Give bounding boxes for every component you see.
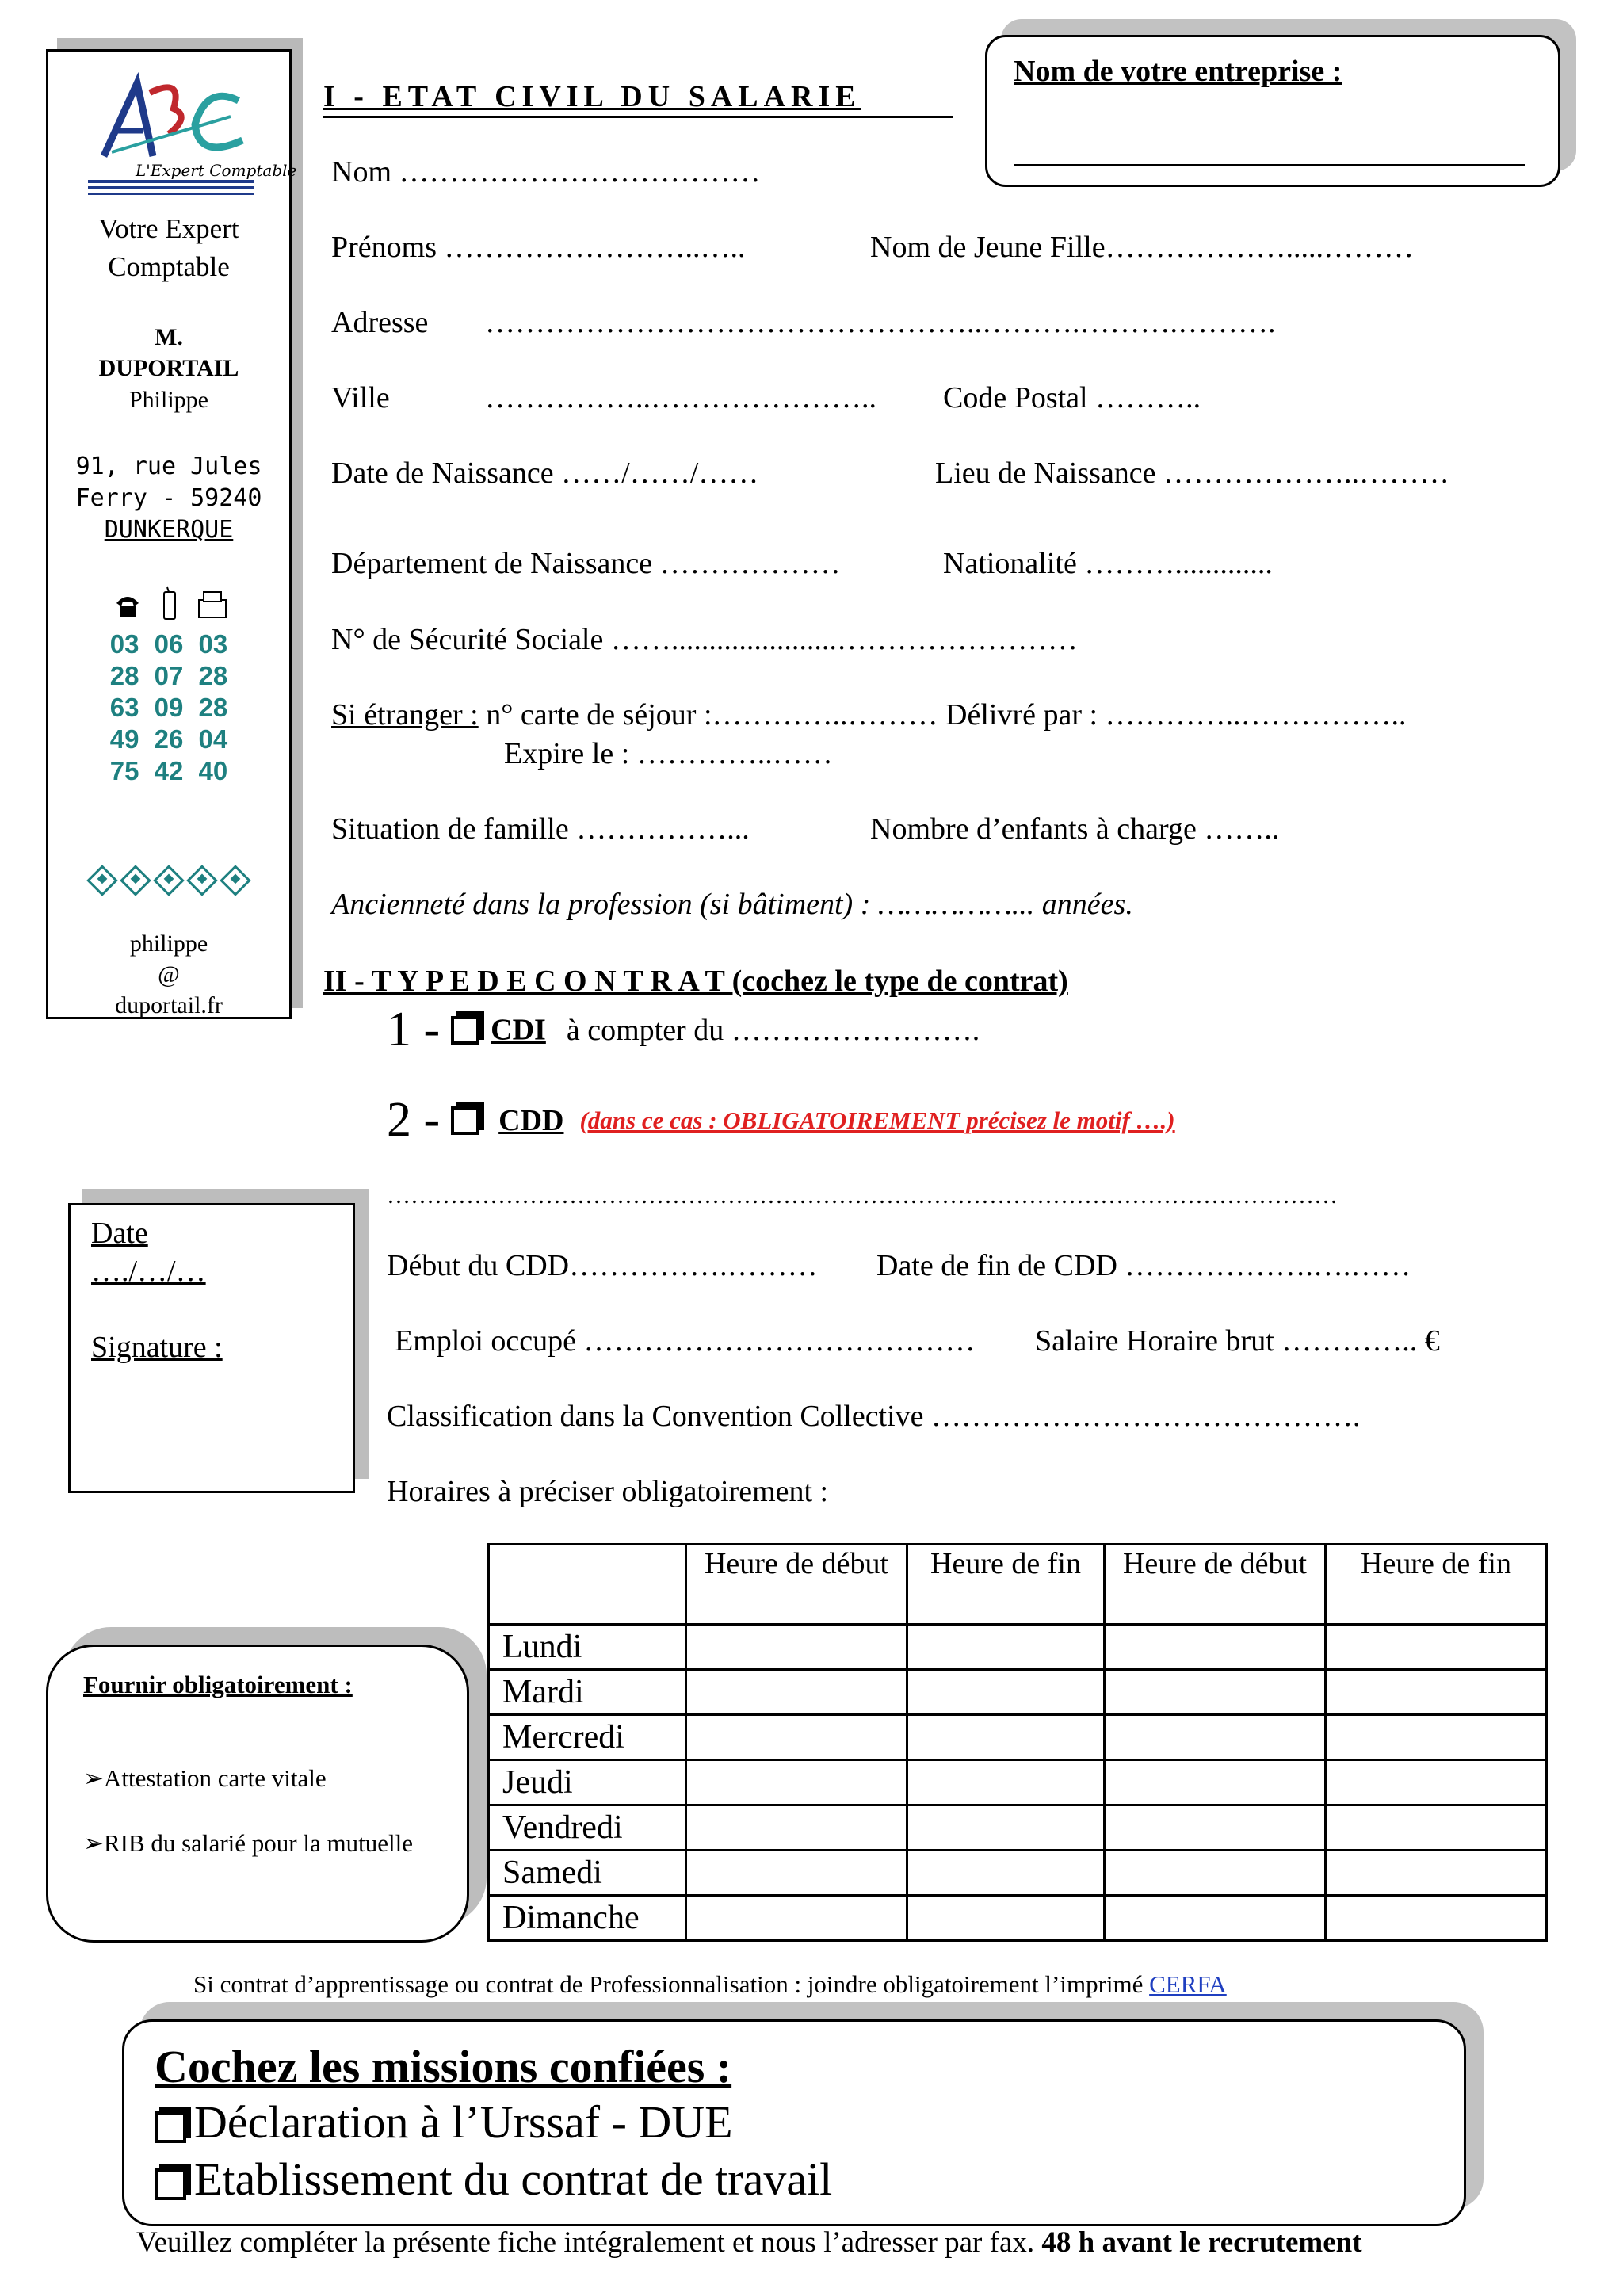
schedule-cell[interactable] — [1105, 1760, 1326, 1805]
document-item-label: RIB du salarié pour la mutuelle — [103, 1829, 413, 1857]
schedule-cell[interactable] — [1105, 1896, 1326, 1941]
signature-field[interactable] — [91, 1372, 329, 1475]
company-name-field[interactable] — [1014, 164, 1525, 166]
address-city: DUNKERQUE — [104, 516, 234, 544]
diamond-icon — [186, 865, 218, 896]
schedule-cell[interactable] — [1105, 1625, 1326, 1670]
classification-field[interactable]: Classification dans la Convention Collective ……………………………………. — [387, 1400, 1361, 1433]
schedule-cell[interactable] — [907, 1715, 1105, 1760]
adresse-label: Adresse — [331, 306, 429, 339]
svg-text:L'Expert Comptable: L'Expert Comptable — [136, 161, 297, 180]
departement-field[interactable]: Département de Naissance ……………… — [331, 547, 841, 580]
schedule-header-debut: Heure de début — [1105, 1545, 1326, 1625]
document-item — [83, 1828, 432, 1859]
phone-row: 28 07 28 — [109, 661, 228, 690]
schedule-cell[interactable] — [1326, 1896, 1547, 1941]
schedule-day: Samedi — [489, 1851, 686, 1896]
signature-label: Signature : — [91, 1331, 223, 1364]
schedule-day: Mercredi — [489, 1715, 686, 1760]
date-field[interactable]: …./…/… — [91, 1255, 206, 1288]
phone-row: 63 09 28 — [109, 693, 228, 722]
schedule-day: Dimanche — [489, 1896, 686, 1941]
mission-contrat-label: Etablissement du contrat de travail — [194, 2153, 833, 2205]
phone-row: 49 26 04 — [109, 724, 228, 754]
schedule-cell[interactable] — [686, 1625, 907, 1670]
schedule-row — [489, 1760, 1547, 1805]
cdd-number: 2 - — [387, 1093, 441, 1147]
adresse-field[interactable]: …………………………………………..……….……….………. — [485, 306, 1276, 339]
mission-contrat-checkbox[interactable] — [155, 2168, 186, 2200]
mobile-icon — [164, 587, 175, 619]
prenoms-field[interactable]: Prénoms ……………………..….. — [331, 231, 746, 264]
section1-underline — [323, 116, 953, 118]
cdd-label: CDD — [498, 1103, 564, 1137]
schedule-header-fin: Heure de fin — [907, 1545, 1105, 1625]
mission-item — [155, 2095, 733, 2150]
apprentissage-text: Si contrat d’apprentissage ou contrat de Professionnalisation : joindre obligatoirement l’imprimé — [193, 1970, 1150, 1998]
section2-title: II - T Y P E D E C O N T R A T (cochez le type de contrat) — [323, 965, 1068, 998]
company-logo — [88, 61, 297, 196]
missions-box — [122, 2019, 1466, 2226]
schedule-cell[interactable] — [1326, 1715, 1547, 1760]
schedule-cell[interactable] — [686, 1715, 907, 1760]
schedule-header-fin: Heure de fin — [1326, 1545, 1547, 1625]
schedule-day: Mardi — [489, 1670, 686, 1715]
schedule-cell[interactable] — [907, 1851, 1105, 1896]
fax-icon — [199, 592, 226, 617]
phone-row: 75 42 40 — [109, 756, 228, 785]
document-item — [83, 1764, 327, 1793]
company-name-box — [985, 35, 1560, 187]
enfants-field[interactable]: Nombre d’enfants à charge …….. — [870, 812, 1280, 846]
horaires-label: Horaires à préciser obligatoirement : — [387, 1475, 829, 1508]
schedule-row — [489, 1851, 1547, 1896]
nom-field[interactable]: Nom ……………………………… — [331, 155, 761, 189]
schedule-cell[interactable] — [1105, 1851, 1326, 1896]
documents-required-box — [46, 1645, 469, 1943]
salaire-field[interactable]: Salaire Horaire brut ………….. € — [1035, 1324, 1440, 1358]
schedule-cell[interactable] — [1326, 1851, 1547, 1896]
cdd-motif-field[interactable]: ………………………………………………………………………………………………………… — [387, 1182, 1338, 1209]
footer-deadline: 48 h avant le recrutement — [1041, 2226, 1362, 2259]
schedule-header-row — [489, 1545, 1547, 1625]
cdd-note: (dans ce cas : OBLIGATOIREMENT précisez le motif ….) — [579, 1106, 1175, 1134]
address-line1: 91, rue Jules — [75, 453, 262, 480]
etranger-row — [331, 698, 1407, 733]
footer-note — [136, 2225, 1362, 2260]
schedule-cell[interactable] — [686, 1896, 907, 1941]
section1-title: I - ETAT CIVIL DU SALARIE — [323, 80, 861, 113]
schedule-day: Vendredi — [489, 1805, 686, 1851]
etranger-label: Si étranger : — [331, 698, 479, 732]
anciennete-field[interactable]: Ancienneté dans la profession (si bâtiment) : ……………... années. — [331, 888, 1133, 921]
schedule-row — [489, 1896, 1547, 1941]
email-at: @ — [158, 961, 180, 988]
arrow-bullet-icon: ➢ — [83, 1764, 104, 1792]
schedule-cell[interactable] — [907, 1625, 1105, 1670]
mission-urssaf-label: Déclaration à l’Urssaf - DUE — [194, 2096, 733, 2148]
phone-row: 03 06 03 — [109, 629, 228, 659]
schedule-cell[interactable] — [1105, 1670, 1326, 1715]
missions-title: Cochez les missions confiées : — [155, 2041, 732, 2092]
arrow-bullet-icon: ➢ — [83, 1829, 104, 1857]
schedule-row — [489, 1670, 1547, 1715]
schedule-day: Lundi — [489, 1625, 686, 1670]
emploi-field[interactable]: Emploi occupé ………………………………… — [395, 1324, 976, 1358]
address-line2: Ferry - 59240 — [75, 484, 262, 512]
schedule-cell[interactable] — [1326, 1670, 1547, 1715]
schedule-day: Jeudi — [489, 1760, 686, 1805]
schedule-cell[interactable] — [907, 1896, 1105, 1941]
diamond-icon — [120, 865, 151, 896]
carte-sejour-field[interactable]: n° carte de séjour :…………..……… Délivré par : …………..…………….. — [478, 698, 1407, 732]
schedule-row — [489, 1625, 1547, 1670]
diamond-icon — [153, 865, 185, 896]
situation-field[interactable]: Situation de famille ……………... — [331, 812, 750, 846]
date-naissance-field[interactable]: Date de Naissance ……/……/…… — [331, 457, 759, 490]
fin-cdd-field[interactable]: Date de fin de CDD ……………….….…… — [876, 1249, 1411, 1282]
email-user: philippe — [129, 930, 208, 957]
cdi-checkbox[interactable] — [451, 1016, 479, 1045]
diamond-icon — [220, 865, 251, 896]
cdi-option — [387, 1002, 980, 1058]
schedule-cell[interactable] — [907, 1805, 1105, 1851]
expire-field[interactable]: Expire le : …………..…… — [504, 737, 833, 770]
phone-icon — [116, 597, 139, 617]
schedule-row — [489, 1715, 1547, 1760]
documents-required-title: Fournir obligatoirement : — [83, 1671, 353, 1698]
mission-urssaf-checkbox[interactable] — [155, 2111, 186, 2143]
schedule-header-empty — [489, 1545, 686, 1625]
cdi-number: 1 - — [387, 1003, 441, 1056]
document-item-label: Attestation carte vitale — [103, 1764, 327, 1792]
schedule-cell[interactable] — [1326, 1760, 1547, 1805]
ville-field[interactable]: ……………..………………….. — [485, 381, 876, 415]
schedule-cell[interactable] — [1326, 1805, 1547, 1851]
nationalite-field[interactable]: Nationalité ………............. — [943, 547, 1273, 580]
schedule-row — [489, 1805, 1547, 1851]
cdd-option — [387, 1092, 1175, 1148]
expert-title: M. — [155, 324, 183, 350]
schedule-cell[interactable] — [907, 1670, 1105, 1715]
cdi-label: CDI — [491, 1013, 546, 1047]
cerfa-link[interactable]: CERFA — [1149, 1970, 1227, 1998]
schedule-cell[interactable] — [1105, 1715, 1326, 1760]
schedule-cell[interactable] — [1105, 1805, 1326, 1851]
company-name-label: Nom de votre entreprise : — [1014, 55, 1342, 88]
schedule-cell[interactable] — [686, 1670, 907, 1715]
schedule-cell[interactable] — [686, 1805, 907, 1851]
secu-field[interactable]: N° de Sécurité Sociale ……......................…………………… — [331, 623, 1078, 656]
expert-sidebar — [46, 49, 297, 1019]
mission-item — [155, 2152, 832, 2207]
debut-cdd-field[interactable]: Début du CDD…………….……… — [387, 1249, 818, 1282]
contact-icons — [112, 586, 231, 625]
schedule-cell[interactable] — [686, 1851, 907, 1896]
ville-label: Ville — [331, 381, 390, 415]
schedule-header-debut: Heure de début — [686, 1545, 907, 1625]
expert-firstname: Philippe — [128, 387, 208, 413]
apprentissage-note — [193, 1970, 1227, 1999]
schedule-cell[interactable] — [686, 1760, 907, 1805]
expert-surname: DUPORTAIL — [98, 355, 239, 381]
schedule-table — [487, 1543, 1548, 1942]
cdd-checkbox[interactable] — [451, 1106, 479, 1135]
diamond-icon — [86, 865, 118, 896]
code-postal-field[interactable]: Code Postal ……….. — [943, 381, 1201, 415]
date-label: Date — [91, 1217, 148, 1250]
cdi-date-field[interactable]: à compter du ……………………. — [566, 1013, 980, 1047]
diamond-ornament — [48, 869, 289, 896]
expert-role: Votre Expert Comptable — [98, 213, 239, 282]
schedule-cell[interactable] — [907, 1760, 1105, 1805]
signature-box — [68, 1203, 355, 1493]
lieu-naissance-field[interactable]: Lieu de Naissance ………………..……… — [935, 457, 1450, 490]
nom-jeune-fille-field[interactable]: Nom de Jeune Fille……………….....……… — [870, 231, 1415, 264]
email-domain: duportail.fr — [115, 992, 223, 1018]
footer-text: Veuillez compléter la présente fiche intégralement et nous l’adresser par fax. — [136, 2226, 1042, 2259]
schedule-cell[interactable] — [1326, 1625, 1547, 1670]
